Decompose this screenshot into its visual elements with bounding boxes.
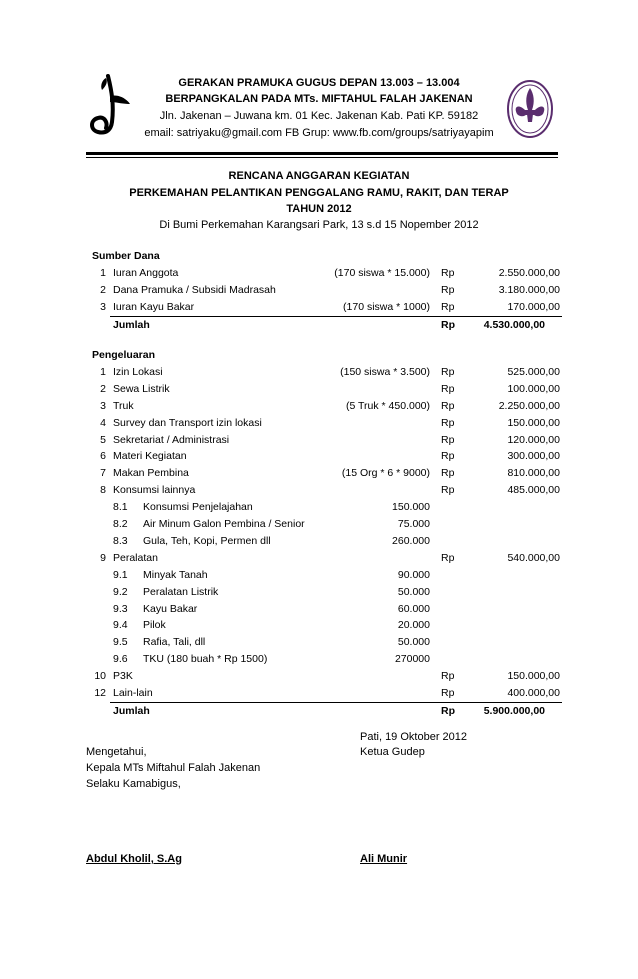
left-line-1: Mengetahui, (86, 746, 147, 758)
sub-item-number: 9.2 (113, 585, 128, 598)
item-number: 8 (100, 484, 106, 497)
sub-item-number: 9.3 (113, 602, 128, 615)
doc-title: RENCANA ANGGARAN KEGIATAN (228, 170, 410, 182)
left-signatory-name: Abdul Kholil, S.Ag (86, 853, 182, 865)
sub-item-number: 8.2 (113, 518, 128, 530)
item-description: Survey dan Transport izin lokasi (113, 416, 262, 429)
item-calculation: 60.000 (397, 602, 430, 615)
section-heading: Sumber Dana (92, 250, 160, 262)
item-description: P3K (113, 670, 133, 683)
item-number: 10 (94, 670, 106, 683)
item-amount: 2.550.000,00 (498, 266, 560, 279)
item-calculation: (150 siswa * 3.500) (340, 365, 430, 378)
item-number: 3 (100, 300, 106, 313)
doc-subtitle: PERKEMAHAN PELANTIKAN PENGGALANG RAMU, RAKIT, DAN TERAP (129, 187, 509, 199)
item-calculation: (5 Truk * 450.000) (345, 399, 430, 412)
item-currency: Rp (441, 670, 455, 683)
header-divider (86, 152, 558, 155)
total-divider (110, 316, 562, 317)
item-description: Dana Pramuka / Subsidi Madrasah (113, 283, 276, 296)
item-description: Pilok (143, 619, 166, 632)
item-description: TKU (180 buah * Rp 1500) (143, 653, 268, 666)
item-amount: 525.000,00 (507, 365, 560, 378)
sub-item-number: 9.1 (113, 568, 128, 581)
total-currency: Rp (441, 318, 455, 331)
item-amount: 810.000,00 (507, 467, 560, 480)
item-number: 1 (100, 365, 106, 378)
item-amount: 3.180.000,00 (498, 283, 560, 296)
sub-item-number: 9.5 (113, 636, 128, 649)
total-divider (110, 702, 562, 703)
item-calculation: 90.000 (397, 568, 430, 581)
left-line-3: Selaku Kamabigus, (86, 778, 181, 790)
sub-item-number: 9.4 (113, 619, 128, 632)
item-description: Lain-lain (113, 687, 153, 699)
item-currency: Rp (441, 433, 455, 446)
org-name: GERAKAN PRAMUKA GUGUS DEPAN 13.003 – 13.004 (178, 77, 460, 89)
item-description: Iuran Anggota (113, 266, 179, 279)
item-amount: 300.000,00 (507, 450, 560, 463)
left-line-2: Kepala MTs Miftahul Falah Jakenan (86, 762, 261, 774)
item-amount: 540.000,00 (507, 551, 560, 564)
item-currency: Rp (441, 266, 455, 279)
total-label: Jumlah (113, 704, 150, 717)
org-address: Jln. Jakenan – Juwana km. 01 Kec. Jakenan Kab. Pati KP. 59182 (159, 110, 479, 122)
item-currency: Rp (441, 365, 455, 378)
item-number: 5 (100, 433, 106, 446)
item-description: Peralatan Listrik (143, 585, 219, 598)
item-number: 4 (100, 416, 106, 429)
item-amount: 150.000,00 (507, 416, 560, 429)
item-number: 2 (100, 283, 106, 296)
item-calculation: (170 siswa * 15.000) (334, 266, 430, 279)
item-currency: Rp (441, 467, 455, 480)
right-signatory-name: Ali Munir (360, 853, 408, 865)
item-description: Rafia, Tali, dll (143, 636, 206, 649)
header-divider-thin (86, 157, 558, 158)
item-amount: 485.000,00 (507, 484, 560, 497)
item-currency: Rp (441, 416, 455, 429)
place-date: Pati, 19 Oktober 2012 (360, 731, 468, 743)
item-description: Sekretariat / Administrasi (113, 433, 230, 446)
item-currency: Rp (441, 687, 455, 699)
item-calculation: (15 Org * 6 * 9000) (341, 467, 430, 480)
item-description: Peralatan (113, 551, 158, 564)
item-currency: Rp (441, 300, 455, 313)
item-amount: 170.000,00 (507, 300, 560, 313)
item-currency: Rp (441, 450, 455, 463)
org-base: BERPANGKALAN PADA MTs. MIFTAHUL FALAH JAKENAN (165, 93, 473, 105)
item-number: 3 (100, 399, 106, 412)
item-currency: Rp (441, 283, 455, 296)
item-number: 6 (100, 450, 106, 463)
item-amount: 150.000,00 (507, 670, 560, 683)
item-number: 12 (94, 687, 106, 699)
total-currency: Rp (441, 704, 455, 717)
item-currency: Rp (441, 484, 455, 497)
item-calculation: 270000 (394, 653, 430, 666)
item-calculation: 50.000 (397, 585, 430, 598)
item-calculation: (170 siswa * 1000) (343, 300, 430, 313)
sub-item-number: 8.3 (113, 534, 128, 547)
doc-year: TAHUN 2012 (286, 203, 352, 215)
doc-location: Di Bumi Perkemahan Karangsari Park, 13 s.d 15 Nopember 2012 (159, 219, 479, 231)
item-number: 7 (100, 467, 106, 480)
item-currency: Rp (441, 551, 455, 564)
org-contact: email: satriyaku@gmail.com FB Grup: www.fb.com/groups/satriyayapim (144, 127, 494, 139)
right-role: Ketua Gudep (360, 746, 425, 758)
item-calculation: 150.000 (392, 501, 430, 514)
item-number: 1 (100, 266, 106, 279)
item-calculation: 20.000 (397, 619, 430, 632)
item-description: Materi Kegiatan (113, 450, 187, 463)
item-amount: 2.250.000,00 (498, 399, 560, 412)
sub-item-number: 9.6 (113, 653, 128, 666)
item-number: 9 (100, 551, 106, 564)
item-description: Air Minum Galon Pembina / Senior (143, 518, 305, 530)
total-amount: 5.900.000,00 (483, 704, 545, 717)
item-description: Konsumsi lainnya (113, 484, 196, 497)
item-description: Makan Pembina (113, 467, 189, 480)
item-calculation: 50.000 (397, 636, 430, 649)
item-amount: 120.000,00 (507, 433, 560, 446)
item-currency: Rp (441, 382, 455, 395)
item-amount: 400.000,00 (507, 687, 560, 699)
item-description: Gula, Teh, Kopi, Permen dll (143, 534, 271, 547)
section-heading: Pengeluaran (92, 349, 156, 361)
sub-item-number: 8.1 (113, 501, 128, 514)
item-number: 2 (100, 382, 106, 395)
item-description: Kayu Bakar (143, 602, 198, 615)
item-currency: Rp (441, 399, 455, 412)
item-description: Izin Lokasi (113, 365, 163, 378)
item-description: Konsumsi Penjelajahan (143, 501, 253, 514)
item-description: Sewa Listrik (113, 382, 170, 395)
item-description: Iuran Kayu Bakar (113, 300, 195, 313)
item-description: Minyak Tanah (143, 568, 208, 581)
item-amount: 100.000,00 (507, 382, 560, 395)
total-amount: 4.530.000,00 (483, 318, 545, 331)
item-calculation: 260.000 (392, 534, 430, 547)
total-label: Jumlah (113, 318, 150, 331)
item-calculation: 75.000 (397, 518, 430, 530)
item-description: Truk (113, 399, 134, 412)
